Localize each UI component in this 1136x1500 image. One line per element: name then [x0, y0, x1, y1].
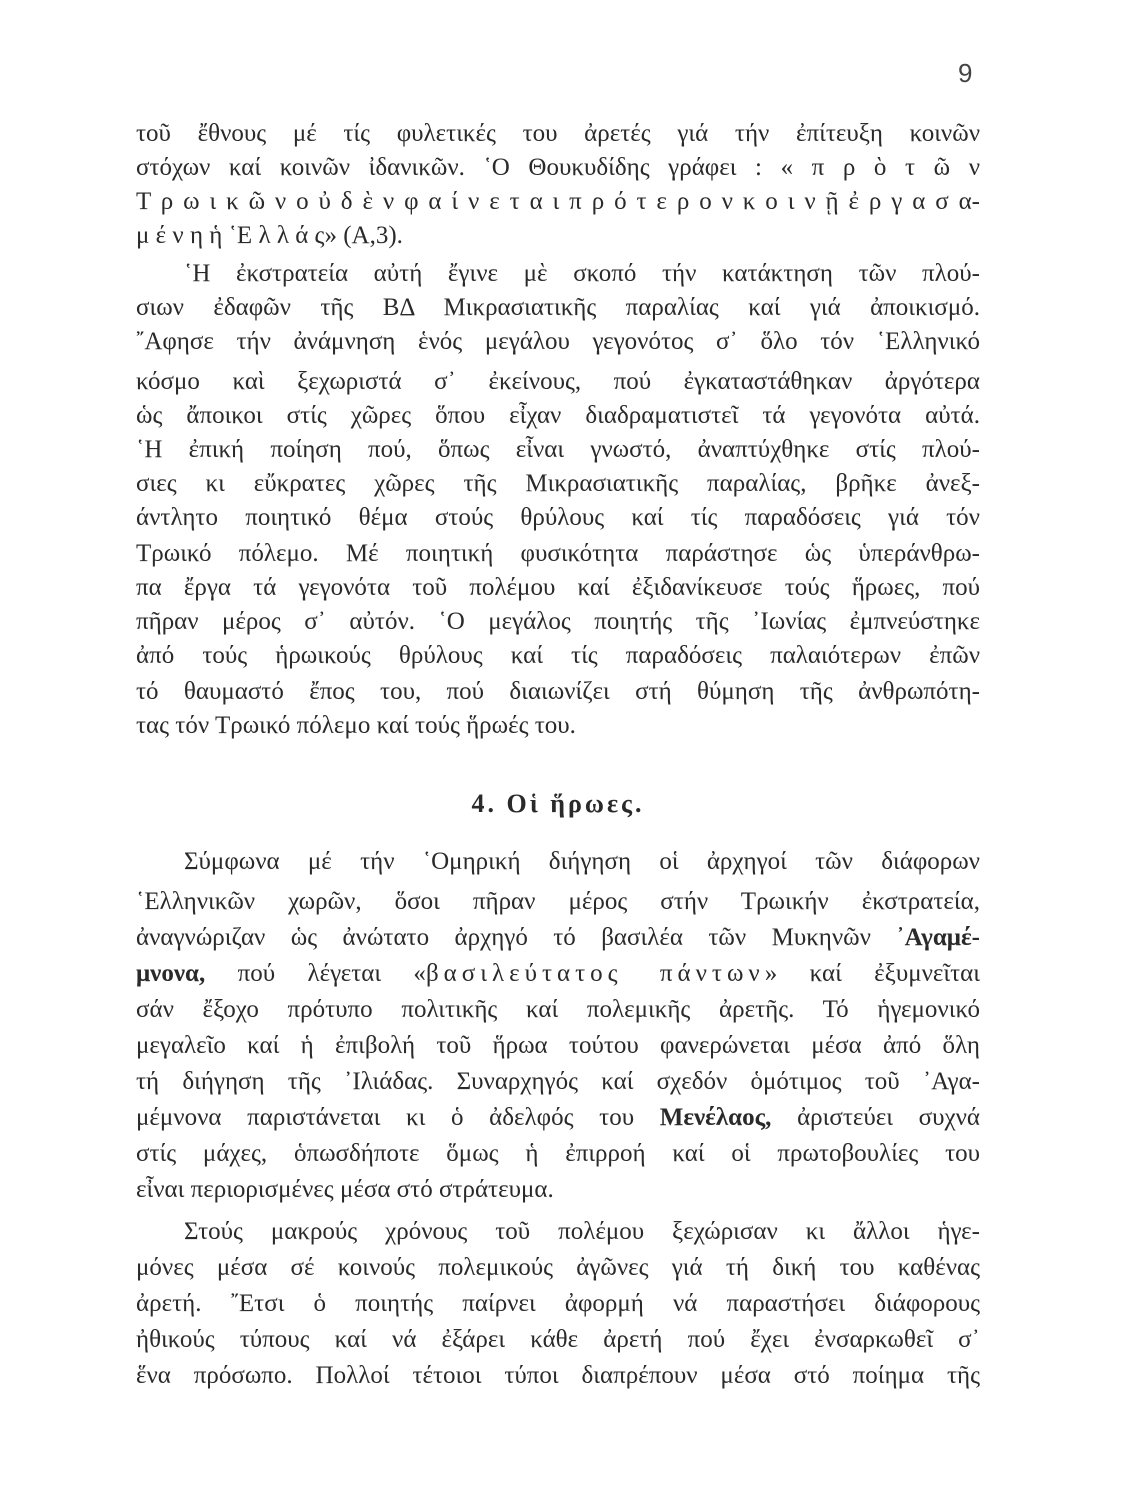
text-line: ῾Ελληνικῶν χωρῶν, ὅσοι πῆραν μέρος στήν Τρωικήν ἐκστρατεία,: [136, 888, 980, 915]
text-line: [136, 921, 980, 955]
bold-name: Μενέλαος,: [659, 1104, 772, 1131]
text-line: μόνες μέσα σέ κοινούς πολεμικούς ἀγῶνες γιά τή δική του καθένας: [136, 1254, 980, 1281]
text-line: σιες κι εὔκρατες χῶρες τῆς Μικρασιατικῆς παραλίας, βρῆκε ἀνεξ-: [136, 470, 980, 497]
text-line: Τ ρ ω ι κ ῶ ν ο ὐ δ ὲ ν φ α ί ν ε τ α ι π ρ ό τ ε ρ ο ν κ ο ι ν ῇ ἐ ρ γ α σ α-: [136, 188, 980, 215]
text-line: τας τόν Τρωικό πόλεμο καί τούς ἥρωές του.: [136, 712, 576, 739]
text-line: ἕνα πρόσωπο. Πολλοί τέτοιοι τύποι διαπρέπουν μέσα στό ποίημα τῆς: [136, 1362, 980, 1389]
bold-name: ᾿Αγαμέ-: [896, 924, 980, 951]
text-line: ἀρετή. ῎Ετσι ὁ ποιητής παίρνει ἀφορμή νά παραστήσει διάφορους: [136, 1290, 980, 1317]
text-segment: μέμνονα παριστάνεται κι ὁ ἀδελφός του: [136, 1104, 635, 1131]
text-line: Στούς μακρούς χρόνους τοῦ πολέμου ξεχώρισαν κι ἄλλοι ἡγε-: [184, 1218, 980, 1245]
text-line: μ έ ν η ἡ ῾Ε λ λ ά ς» (Α,3).: [136, 222, 403, 249]
text-segment: ἀναγνώριζαν ὡς ἀνώτατο ἀρχηγό τό βασιλέα τῶν Μυκηνῶν: [136, 924, 871, 951]
text-line: Σύμφωνα μέ τήν ῾Ομηρική διήγηση οἱ ἀρχηγοί τῶν διάφορων: [184, 848, 980, 875]
text-line: κόσμο καὶ ξεχωριστά σ᾽ ἐκείνους, πού ἐγκαταστάθηκαν ἀργότερα: [136, 368, 980, 395]
text-segment: » καί ἐξυμνεῖται: [764, 960, 981, 987]
spaced-quote: βασιλεύτατος πάντων: [425, 960, 765, 987]
text-line: ῾Η ἐπική ποίηση πού, ὅπως εἶναι γνωστό, ἀναπτύχθηκε στίς πλού-: [136, 436, 980, 463]
text-line: άντλητο ποιητικό θέμα στούς θρύλους καί τίς παραδόσεις γιά τόν: [136, 504, 980, 531]
text-line: σάν ἔξοχο πρότυπο πολιτικῆς καί πολεμικῆς ἀρετῆς. Τό ἡγεμονικό: [136, 996, 980, 1023]
text-line: στίς μάχες, ὁπωσδήποτε ὅμως ἡ ἐπιρροή καί οἱ πρωτοβουλίες του: [136, 1140, 980, 1167]
text-segment: πού λέγεται «: [237, 960, 426, 987]
text-line: μεγαλεῖο καί ἡ ἐπιβολή τοῦ ἥρωα τούτου φανερώνεται μέσα ἀπό ὅλη: [136, 1032, 980, 1059]
text-line: τοῦ ἔθνους μέ τίς φυλετικές του ἀρετές γιά τήν ἐπίτευξη κοινῶν: [136, 120, 980, 147]
page-number: 9: [958, 58, 973, 88]
text-line: τή διήγηση τῆς ᾿Ιλιάδας. Συναρχηγός καί σχεδόν ὁμότιμος τοῦ ᾿Αγα-: [136, 1068, 980, 1095]
text-line: [136, 957, 980, 991]
text-line: ὡς ἄποικοι στίς χῶρες ὅπου εἶχαν διαδραματιστεῖ τά γεγονότα αὐτά.: [136, 402, 980, 429]
bold-name: μνονα,: [136, 960, 206, 987]
text-line: σιων ἐδαφῶν τῆς ΒΔ Μικρασιατικῆς παραλίας καί γιά ἀποικισμό.: [136, 294, 980, 321]
text-line: ἠθικούς τύπους καί νά ἐξάρει κάθε ἀρετή πού ἔχει ἐνσαρκωθεῖ σ᾽: [136, 1326, 980, 1353]
text-segment: ἀριστεύει συχνά: [797, 1104, 980, 1131]
text-line: τό θαυμαστό ἔπος του, πού διαιωνίζει στή θύμηση τῆς ἀνθρωπότη-: [136, 678, 980, 705]
text-line: στόχων καί κοινῶν ἰδανικῶν. ῾Ο Θουκυδίδης γράφει : « π ρ ὸ τ ῶ ν: [136, 154, 980, 181]
text-line: πα ἔργα τά γεγονότα τοῦ πολέμου καί ἐξιδανίκευσε τούς ἥρωες, πού: [136, 574, 980, 601]
text-line: ἀπό τούς ἡρωικούς θρύλους καί τίς παραδόσεις παλαιότερων ἐπῶν: [136, 642, 980, 669]
text-line: [136, 1101, 980, 1135]
text-line: εἶναι περιορισμένες μέσα στό στράτευμα.: [136, 1176, 554, 1203]
text-line: ῎Αφησε τήν ἀνάμνηση ἑνός μεγάλου γεγονότος σ᾽ ὅλο τόν ῾Ελληνικό: [136, 328, 980, 355]
text-line: ῾Η ἐκστρατεία αὐτή ἔγινε μὲ σκοπό τήν κατάκτηση τῶν πλού-: [184, 260, 980, 287]
section-heading: 4. Οἱ ἥρωες.: [471, 789, 645, 818]
text-line: Τρωικό πόλεμο. Μέ ποιητική φυσικότητα παράστησε ὡς ὑπεράνθρω-: [136, 540, 980, 567]
text-line: πῆραν μέρος σ᾽ αὐτόν. ῾Ο μεγάλος ποιητής τῆς ᾿Ιωνίας ἐμπνεύστηκε: [136, 608, 980, 635]
